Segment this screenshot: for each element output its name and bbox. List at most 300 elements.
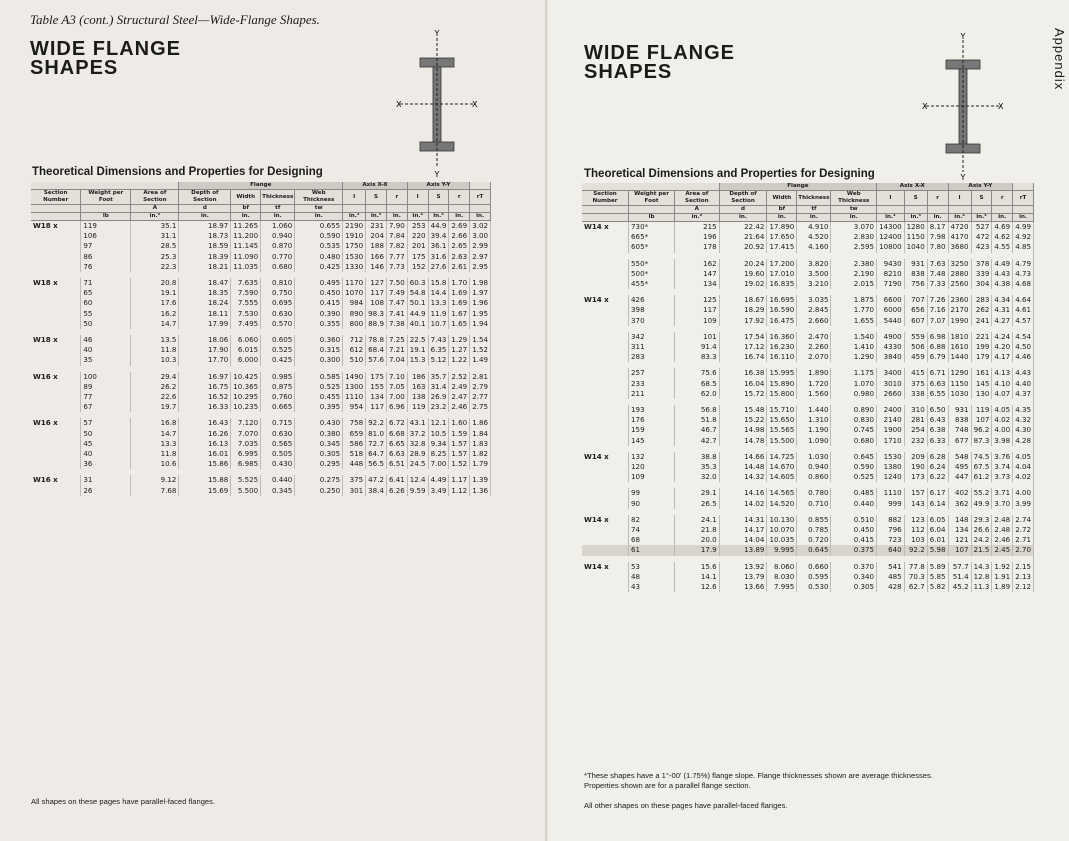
table-cell: 57: [81, 418, 131, 428]
table-cell: 23.2: [428, 402, 449, 412]
table-cell: 16.26: [179, 429, 231, 439]
table-cell: 130: [971, 389, 992, 399]
table-cell: 4.79: [1013, 259, 1034, 269]
table-cell: 1.560: [797, 389, 831, 399]
table-cell: 281: [904, 415, 927, 425]
table-row: [582, 259, 1034, 269]
table-cell: 1.12: [449, 486, 470, 496]
table-cell: 1990: [948, 316, 971, 326]
table-cell: 86: [81, 252, 131, 262]
table-cell: 0.760: [261, 392, 295, 402]
column-columns-6: Web Thickness: [295, 190, 343, 205]
table-cell: 101: [675, 332, 720, 342]
table-cell: 362: [948, 499, 971, 509]
table-cell: 211: [629, 389, 675, 399]
table-cell: 82: [629, 515, 675, 525]
table-cell: 6.05: [927, 515, 948, 525]
table-row: [582, 405, 1034, 415]
table-cell: 0.695: [261, 298, 295, 308]
table-cell: 2400: [877, 405, 905, 415]
table-cell: 677: [948, 436, 971, 446]
table-cell: 0.720: [797, 535, 831, 545]
table-cell: 283: [971, 295, 992, 305]
table-cell: 17.890: [767, 222, 797, 233]
table-row: [31, 221, 491, 232]
table-cell: 6.50: [927, 405, 948, 415]
table-cell: 2.74: [1013, 515, 1034, 525]
table-cell: 112: [904, 525, 927, 535]
table-cell: 1.54: [470, 335, 491, 345]
table-cell: 5.89: [927, 562, 948, 572]
table-cell: 35.1: [131, 221, 179, 232]
table-cell: 506: [904, 342, 927, 352]
table-caption: Table A3 (cont.) Structural Steel—Wide-Flange Shapes.: [30, 12, 320, 27]
table-cell: 3.74: [992, 462, 1013, 472]
table-cell: 16.695: [767, 295, 797, 305]
table-cell: 16.74: [719, 352, 767, 362]
column-columns-12: r: [449, 190, 470, 205]
table-cell: 1810: [948, 332, 971, 342]
table-cell: 14.7: [131, 429, 179, 439]
table-cell: 4.99: [1013, 222, 1034, 233]
table-cell: 6.04: [927, 525, 948, 535]
table-cell: 17.010: [767, 269, 797, 279]
table-cell: 18.06: [179, 335, 231, 345]
column-symbols-6: tw: [295, 205, 343, 213]
table-cell: 16.38: [719, 368, 767, 378]
table-cell: 0.890: [831, 405, 877, 415]
subtitle-right: Theoretical Dimensions and Properties for Designing: [584, 168, 875, 180]
table-cell: 2.46: [449, 402, 470, 412]
table-cell: 0.595: [797, 572, 831, 582]
header-spacer: [31, 182, 179, 190]
table-cell: 106: [81, 231, 131, 241]
table-cell: 0.415: [295, 298, 343, 308]
table-row: [31, 486, 491, 496]
table-cell: 0.860: [797, 472, 831, 482]
column-symbols-12: [992, 206, 1013, 214]
table-cell: 65: [81, 288, 131, 298]
section-number: [31, 231, 81, 241]
section-number: [582, 269, 629, 279]
table-cell: 1.67: [449, 309, 470, 319]
table-cell: 2.75: [470, 402, 491, 412]
table-cell: 485: [877, 572, 905, 582]
table-cell: 13.66: [719, 582, 767, 592]
table-cell: 0.250: [295, 486, 343, 496]
table-cell: 3400: [877, 368, 905, 378]
table-cell: 4.40: [1013, 379, 1034, 389]
table-cell: 8.030: [767, 572, 797, 582]
table-cell: 148: [948, 515, 971, 525]
table-cell: 16.01: [179, 449, 231, 459]
table-cell: 17.415: [767, 242, 797, 252]
section-number: [582, 415, 629, 425]
table-cell: 13.5: [131, 335, 179, 345]
subtitle-left: Theoretical Dimensions and Properties for Designing: [32, 166, 323, 178]
section-number: [582, 316, 629, 326]
column-columns-10: I: [948, 191, 971, 206]
table-cell: 7.73: [386, 262, 407, 272]
table-cell: 6.65: [386, 439, 407, 449]
table-cell: 18.39: [179, 252, 231, 262]
table-cell: 2880: [948, 269, 971, 279]
table-cell: 559: [904, 332, 927, 342]
table-cell: 1.890: [797, 368, 831, 378]
table-cell: 0.590: [295, 231, 343, 241]
table-cell: 3.00: [470, 231, 491, 241]
table-cell: 6.63: [386, 449, 407, 459]
table-row: [582, 525, 1034, 535]
column-columns-5: Thickness: [261, 190, 295, 205]
table-cell: 26.6: [971, 525, 992, 535]
table-cell: 145: [971, 379, 992, 389]
group-axis-y: Axis Y-Y: [948, 183, 1013, 191]
column-columns-13: rT: [1013, 191, 1034, 206]
table-cell: 6.17: [927, 488, 948, 498]
table-cell: 1170: [343, 278, 366, 288]
table-cell: 2.81: [470, 372, 491, 382]
table-row: [582, 499, 1034, 509]
table-cell: 120: [629, 462, 675, 472]
table-cell: 0.525: [261, 345, 295, 355]
table-cell: 1.69: [449, 298, 470, 308]
section-number: [582, 582, 629, 592]
section-number: [31, 309, 81, 319]
table-cell: 92.2: [366, 418, 387, 428]
table-cell: 1040: [904, 242, 927, 252]
table-cell: 14.32: [719, 472, 767, 482]
table-cell: 16.52: [179, 392, 231, 402]
table-cell: 1290: [948, 368, 971, 378]
table-cell: 1.090: [797, 436, 831, 446]
table-cell: 60.3: [407, 278, 428, 288]
table-cell: 74: [629, 525, 675, 535]
column-symbols-11: [971, 206, 992, 214]
table-cell: 1.83: [470, 439, 491, 449]
table-cell: 0.570: [261, 319, 295, 329]
table-cell: 14.17: [719, 525, 767, 535]
header-row-symbols: [31, 205, 491, 213]
table-cell: 5.525: [231, 475, 261, 485]
table-cell: 16.04: [719, 379, 767, 389]
column-units-0: [582, 214, 629, 222]
table-cell: 119: [407, 402, 428, 412]
table-cell: 107: [948, 545, 971, 555]
table-cell: 11.200: [231, 231, 261, 241]
table-cell: 16.230: [767, 342, 797, 352]
svg-text:Y: Y: [960, 173, 966, 182]
table-cell: 7.33: [927, 279, 948, 289]
column-units-5: in.: [261, 213, 295, 221]
table-cell: 0.505: [261, 449, 295, 459]
table-cell: 2.97: [470, 252, 491, 262]
table-cell: 3.02: [470, 221, 491, 232]
column-columns-0: Section Number: [582, 191, 629, 206]
table-cell: 3.035: [797, 295, 831, 305]
column-units-0: [31, 213, 81, 221]
table-cell: 640: [877, 545, 905, 555]
table-cell: 415: [904, 368, 927, 378]
table-cell: 4.34: [992, 295, 1013, 305]
table-row: [582, 488, 1034, 498]
table-cell: 40.1: [407, 319, 428, 329]
table-cell: 2.470: [797, 332, 831, 342]
table-cell: 10800: [877, 242, 905, 252]
column-columns-1: Weight per Foot: [629, 191, 675, 206]
table-cell: 157: [904, 488, 927, 498]
column-symbols-6: tw: [831, 206, 877, 214]
table-cell: 55: [81, 309, 131, 319]
table-cell: 1.655: [831, 316, 877, 326]
table-cell: 375: [343, 475, 366, 485]
table-cell: 25.3: [131, 252, 179, 262]
table-cell: 146: [366, 262, 387, 272]
table-cell: 1.440: [797, 405, 831, 415]
column-columns-8: S: [366, 190, 387, 205]
table-cell: 155: [366, 382, 387, 392]
table-cell: 7.04: [386, 355, 407, 365]
table-cell: 4.68: [1013, 279, 1034, 289]
table-cell: 1070: [343, 288, 366, 298]
column-symbols-3: d: [719, 206, 767, 214]
column-symbols-1: [81, 205, 131, 213]
table-cell: 20.92: [719, 242, 767, 252]
table-cell: 0.395: [295, 402, 343, 412]
column-columns-4: Width: [767, 191, 797, 206]
section-number: [582, 472, 629, 482]
table-cell: 145: [629, 436, 675, 446]
table-cell: 1.59: [449, 429, 470, 439]
section-number: [582, 352, 629, 362]
table-cell: 7.80: [927, 242, 948, 252]
column-units-12: in.: [449, 213, 470, 221]
table-cell: 117: [366, 402, 387, 412]
table-cell: 0.875: [261, 382, 295, 392]
group-header-row: [582, 183, 1034, 191]
table-cell: 11.035: [231, 262, 261, 272]
table-cell: 3680: [948, 242, 971, 252]
table-cell: 0.630: [261, 309, 295, 319]
table-head: [31, 182, 491, 221]
table-cell: 370: [629, 316, 675, 326]
table-cell: 77: [81, 392, 131, 402]
table-cell: 2.45: [992, 545, 1013, 555]
table-cell: 50: [81, 319, 131, 329]
table-cell: 22.5: [407, 335, 428, 345]
table-cell: 0.375: [831, 545, 877, 555]
column-symbols-10: [948, 206, 971, 214]
table-cell: 121: [948, 535, 971, 545]
table-cell: 4.05: [992, 405, 1013, 415]
table-row: [582, 562, 1034, 572]
column-units-13: in.: [1013, 214, 1034, 222]
table-cell: 14.725: [767, 452, 797, 462]
table-cell: 2.71: [1013, 535, 1034, 545]
table-cell: 14.04: [719, 535, 767, 545]
table-cell: 3.76: [992, 452, 1013, 462]
table-cell: 61.2: [971, 472, 992, 482]
table-cell: 4.54: [1013, 332, 1034, 342]
table-cell: 17.6: [131, 298, 179, 308]
table-cell: 10.235: [231, 402, 261, 412]
section-number: [31, 298, 81, 308]
column-columns-9: r: [386, 190, 407, 205]
table-cell: 0.305: [831, 582, 877, 592]
table-cell: 7.38: [386, 319, 407, 329]
table-cell: 2.52: [449, 372, 470, 382]
table-cell: 14.31: [719, 515, 767, 525]
table-cell: 11.8: [131, 345, 179, 355]
section-number: [582, 232, 629, 242]
table-cell: 18.59: [179, 241, 231, 251]
table-cell: 0.430: [295, 418, 343, 428]
table-cell: 0.315: [295, 345, 343, 355]
table-cell: 4.43: [1013, 368, 1034, 378]
table-cell: 2140: [877, 415, 905, 425]
table-row: [582, 572, 1034, 582]
section-number: [31, 486, 81, 496]
table-cell: 1530: [877, 452, 905, 462]
table-row: [31, 372, 491, 382]
section-number: [582, 379, 629, 389]
table-cell: 0.425: [295, 262, 343, 272]
table-cell: 0.810: [261, 278, 295, 288]
column-columns-2: Area of Section: [131, 190, 179, 205]
table-cell: 98.3: [366, 309, 387, 319]
table-cell: 11.9: [428, 309, 449, 319]
section-number: W16 x: [31, 475, 81, 485]
table-cell: 455*: [629, 279, 675, 289]
table-cell: 7.035: [231, 439, 261, 449]
table-cell: 109: [629, 472, 675, 482]
table-cell: 67.5: [971, 462, 992, 472]
table-cell: 0.855: [797, 515, 831, 525]
table-cell: 138: [407, 392, 428, 402]
table-row: [31, 345, 491, 355]
table-cell: 756: [904, 279, 927, 289]
column-symbols-11: [428, 205, 449, 213]
table-cell: 1.98: [470, 278, 491, 288]
table-cell: 6.43: [927, 415, 948, 425]
section-number: [582, 545, 629, 555]
header-row-units: [582, 214, 1034, 222]
table-cell: 4.10: [992, 379, 1013, 389]
table-cell: 18.35: [179, 288, 231, 298]
table-cell: 35.7: [428, 372, 449, 382]
table-cell: 6.015: [231, 345, 261, 355]
table-cell: 4.55: [992, 242, 1013, 252]
table-cell: 87.3: [971, 436, 992, 446]
table-cell: 984: [343, 298, 366, 308]
table-cell: 0.535: [295, 241, 343, 251]
table-cell: 1.190: [797, 425, 831, 435]
table-cell: 1.57: [449, 439, 470, 449]
table-cell: 4.92: [1013, 232, 1034, 242]
section-number: W16 x: [31, 418, 81, 428]
column-units-11: in.³: [428, 213, 449, 221]
table-cell: 6.79: [927, 352, 948, 362]
table-cell: 15.6: [675, 562, 720, 572]
table-cell: 254: [904, 425, 927, 435]
table-row: [31, 231, 491, 241]
table-cell: 14300: [877, 222, 905, 233]
table-cell: 35.3: [675, 462, 720, 472]
table-cell: 1610: [948, 342, 971, 352]
table-cell: 4.50: [1013, 342, 1034, 352]
table-cell: 15.48: [719, 405, 767, 415]
table-cell: 890: [343, 309, 366, 319]
section-number: [582, 259, 629, 269]
table-cell: 0.630: [261, 429, 295, 439]
table-cell: 0.985: [261, 372, 295, 382]
table-cell: 931: [948, 405, 971, 415]
table-row: [31, 475, 491, 485]
column-units-12: in.: [992, 214, 1013, 222]
table-cell: 257: [629, 368, 675, 378]
table-cell: 2560: [948, 279, 971, 289]
table-cell: 4.37: [1013, 389, 1034, 399]
column-units-1: lb: [81, 213, 131, 221]
section-number: W14 x: [582, 452, 629, 462]
table-row: [582, 222, 1034, 233]
table-cell: 76: [81, 262, 131, 272]
table-cell: 15.890: [767, 379, 797, 389]
table-cell: 4.13: [992, 368, 1013, 378]
table-cell: 134: [366, 392, 387, 402]
table-row: [582, 352, 1034, 362]
table-row: [582, 515, 1034, 525]
table-cell: 4.28: [1013, 436, 1034, 446]
table-cell: 0.495: [295, 278, 343, 288]
table-cell: 4.00: [992, 425, 1013, 435]
footnote-left: All shapes on these pages have parallel-faced flanges.: [31, 797, 216, 806]
table-cell: 10.070: [767, 525, 797, 535]
table-row: [31, 355, 491, 365]
column-units-5: in.: [797, 214, 831, 222]
table-cell: 61: [629, 545, 675, 555]
table-row: [31, 418, 491, 428]
section-number: [582, 436, 629, 446]
table-cell: 99: [629, 488, 675, 498]
table-cell: 6.72: [386, 418, 407, 428]
section-number: [31, 402, 81, 412]
table-cell: 423: [971, 242, 992, 252]
table-cell: 3.210: [797, 279, 831, 289]
section-number: W18 x: [31, 278, 81, 288]
table-cell: 232: [904, 436, 927, 446]
table-cell: 4.69: [992, 222, 1013, 233]
table-cell: 0.680: [831, 436, 877, 446]
table-cell: 6.71: [927, 368, 948, 378]
table-cell: 882: [877, 515, 905, 525]
table-cell: 954: [343, 402, 366, 412]
table-cell: 758: [343, 418, 366, 428]
table-cell: 7.590: [231, 288, 261, 298]
table-cell: 97: [81, 241, 131, 251]
table-cell: 6000: [877, 305, 905, 315]
table-cell: 1330: [343, 262, 366, 272]
table-cell: 4.27: [992, 316, 1013, 326]
table-cell: 9.995: [767, 545, 797, 555]
section-number: [582, 525, 629, 535]
table-cell: 6.22: [927, 472, 948, 482]
table-cell: 78.8: [366, 335, 387, 345]
table-cell: 999: [877, 499, 905, 509]
table-cell: 4.57: [1013, 316, 1034, 326]
column-symbols-13: [470, 205, 491, 213]
table-cell: 175: [366, 372, 387, 382]
